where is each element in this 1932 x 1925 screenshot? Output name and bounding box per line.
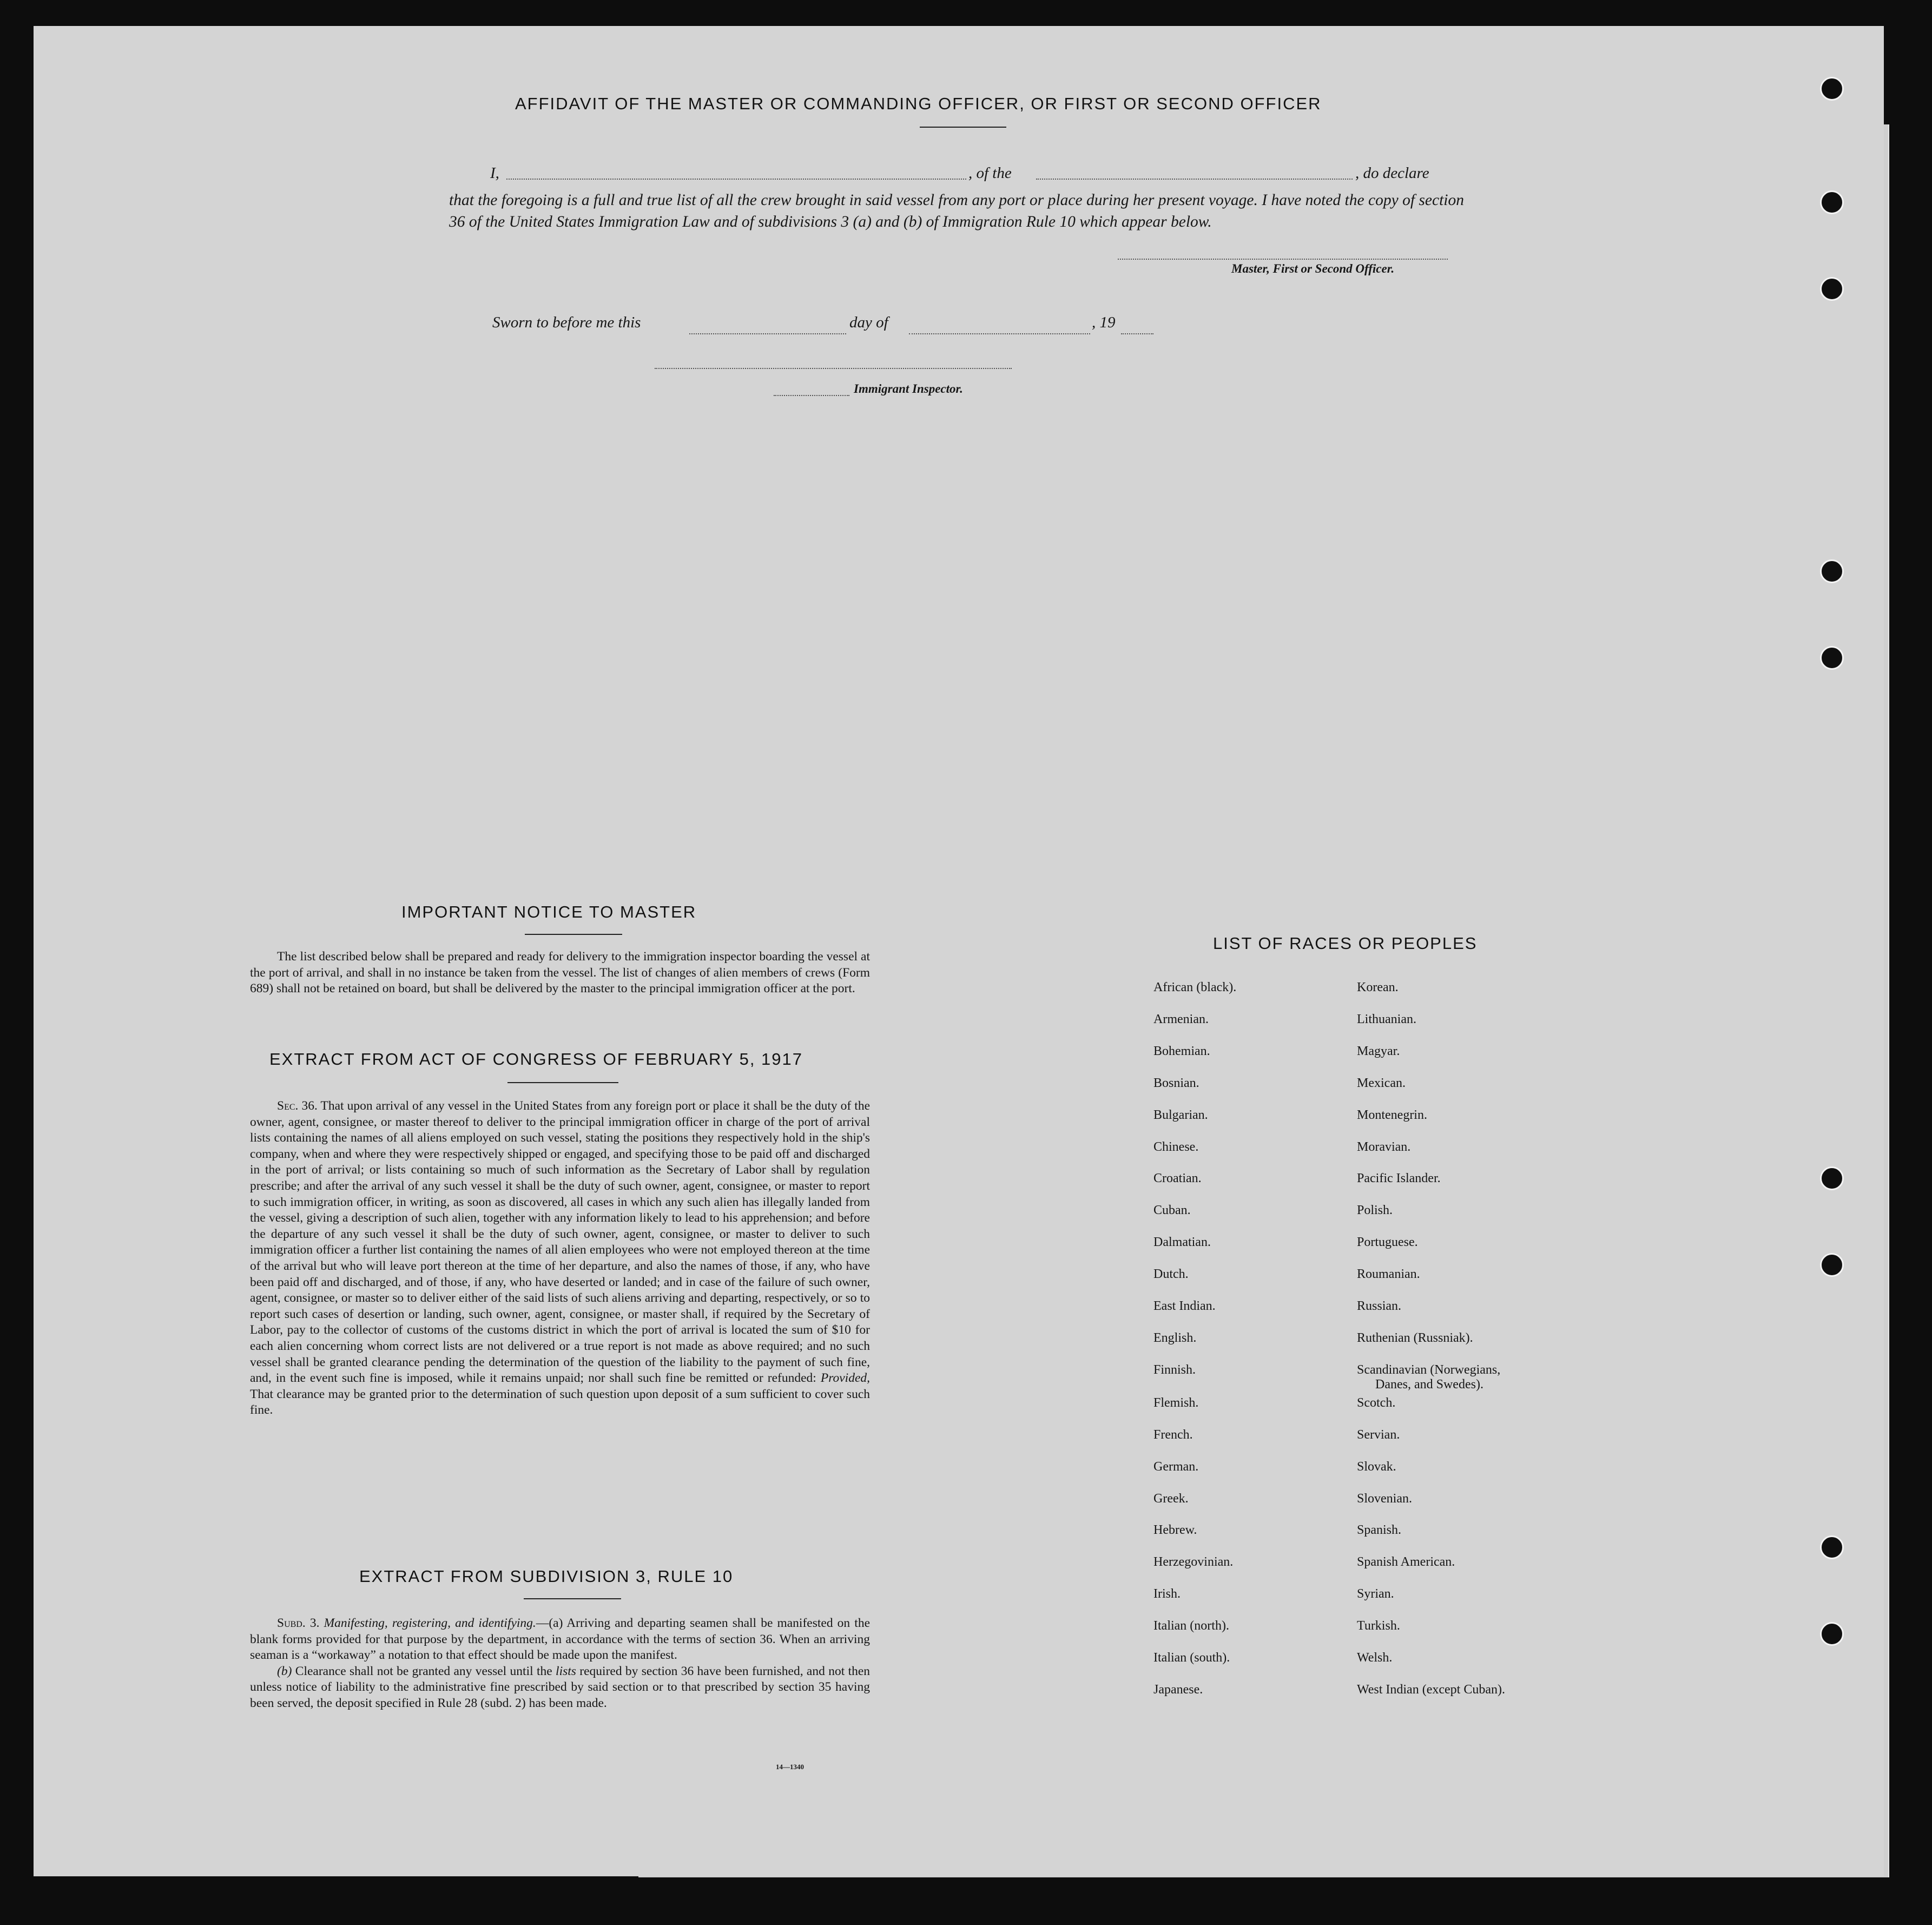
race-left: Dutch. [1153, 1267, 1189, 1282]
inspector-caption: Immigrant Inspector. [854, 382, 963, 395]
race-left: Chinese. [1153, 1139, 1199, 1154]
race-right-continuation: Danes, and Swedes). [1375, 1377, 1483, 1392]
race-left: Italian (south). [1153, 1651, 1230, 1665]
act-extract-title: EXTRACT FROM ACT OF CONGRESS OF FEBRUARY 5, 1917 [269, 1050, 803, 1069]
race-left: Japanese. [1153, 1682, 1203, 1697]
affidavit-of-the: , of the [968, 164, 1012, 182]
race-left: Irish. [1153, 1587, 1181, 1601]
form-code: 14—1340 [776, 1763, 804, 1771]
officer-signature-line [1118, 259, 1448, 260]
race-left: East Indian. [1153, 1299, 1216, 1313]
name-blank [506, 179, 966, 180]
race-left: Armenian. [1153, 1012, 1209, 1026]
punch-hole [1820, 190, 1844, 214]
rule-extract-rule [524, 1598, 621, 1599]
affidavit-do-declare: , do declare [1355, 164, 1429, 182]
affidavit-body [449, 189, 1464, 233]
race-right: Slovenian. [1357, 1491, 1412, 1506]
notice-body [250, 949, 870, 997]
punch-hole [1820, 646, 1844, 670]
vessel-blank [1036, 179, 1353, 180]
rule-extract-title: EXTRACT FROM SUBDIVISION 3, RULE 10 [359, 1567, 734, 1586]
para-b-text-2: required by section 36 have been furnished, and not then unless notice of liability to the administrative fine prescribed by said section or to that prescribed by section 35 having been served, the deposit specified in Rule 28 (subd. 2) has been made. [250, 1664, 871, 1710]
sec-label: Sec. 36. [277, 1099, 318, 1113]
race-right: Slovak. [1357, 1459, 1396, 1474]
act-extract-body [250, 1098, 870, 1419]
subd-label: Subd. 3. [277, 1616, 320, 1630]
race-left: French. [1153, 1427, 1193, 1442]
inspector-signature-line [655, 368, 1012, 369]
race-right: Welsh. [1357, 1651, 1393, 1665]
race-left: Dalmatian. [1153, 1235, 1211, 1250]
punch-hole [1820, 1253, 1844, 1277]
subd-heading: Manifesting, registering, and identifying. [324, 1616, 536, 1630]
notice-body-text: The list described below shall be prepared and ready for delivery to the immigration inspector boarding the vessel at the port of arrival, and shall in no instance be taken from the vessel. The list of changes of alien members of crews (Form 689) shall not be retained on board, but shall be delivered by the master to the principal immigration officer at the port. [250, 950, 870, 996]
race-right: Roumanian. [1357, 1267, 1420, 1282]
act-extract-rule [507, 1082, 618, 1083]
sworn-day-blank [689, 333, 846, 334]
race-right: Pacific Islander. [1357, 1171, 1441, 1186]
provided-text: That clearance may be granted prior to the determination of such question upon deposit of a sum sufficient to cover such fine. [250, 1387, 870, 1418]
inspector-signature-line-2 [774, 395, 849, 396]
punch-hole [1820, 1622, 1844, 1646]
race-left: Italian (north). [1153, 1619, 1229, 1633]
race-left: German. [1153, 1459, 1199, 1474]
race-right: Ruthenian (Russniak). [1357, 1330, 1473, 1345]
punch-hole [1820, 77, 1844, 101]
race-left: Bosnian. [1153, 1076, 1199, 1090]
signature-caption: Master, First or Second Officer. [1231, 262, 1395, 275]
races-list [1153, 980, 1586, 1716]
race-right: Montenegrin. [1357, 1107, 1427, 1122]
provided-label: Provided, [820, 1371, 871, 1386]
punch-hole [1820, 559, 1844, 583]
race-left: Bohemian. [1153, 1044, 1210, 1058]
race-right: Spanish. [1357, 1523, 1402, 1538]
race-right: Portuguese. [1357, 1235, 1418, 1250]
affidavit-body-text: that the foregoing is a full and true list of all the crew brought in said vessel from any port or place during her present voyage. I have noted the copy of section 36 of the United States Immigration Law and of subdivisions 3 (a) and (b) of Immigration Rule 10 which appear below. [449, 192, 1464, 230]
race-left: Bulgarian. [1153, 1107, 1208, 1122]
rule-extract-body [250, 1616, 870, 1712]
sworn-prefix: Sworn to before me this [492, 314, 641, 331]
race-right: Polish. [1357, 1203, 1393, 1218]
para-b-lists: lists [556, 1664, 576, 1678]
race-right: Korean. [1357, 980, 1399, 994]
punch-hole [1820, 1166, 1844, 1190]
race-right: Mexican. [1357, 1076, 1406, 1090]
notice-title: IMPORTANT NOTICE TO MASTER [401, 902, 697, 921]
affidavit-line-i: I, [490, 164, 499, 182]
sec-36-text: That upon arrival of any vessel in the United States from any foreign port or place it shall be the duty of the owner, agent, consignee, or master thereof to deliver to the principal immigration officer in charge of the port of arrival lists containing the names of all aliens employed on such vessel, stating the positions they respectively hold in the ship's company, when and where they were respectively shipped or engaged, and specifying those to be paid off and discharged in the port of arrival; or lists containing so much of such information as the Secretary of Labor shall by regulation prescribe; and after the arrival of any such vessel it shall be the duty of such owner, agent, consignee, or master to report to such immigration officer, in writing, as soon as discovered, all cases in which any such alien has illegally landed from the vessel, giving a description of such alien, together with any information likely to lead to his apprehension; and before the departure of any such vessel it shall be the duty of such owner, agent, consignee, or master to deliver to such immigration officer a further list containing the names of all alien employees who were not employed thereon at the time of the arrival but who will leave port thereon at the time of her departure, and also the names of those, if any, who have been paid off and discharged, and of those, if any, who have deserted or landed; and in case of the failure of such owner, agent, consignee, or master so to deliver either of the said lists of such aliens arriving and departing, respectively, or so to report such cases of desertion or landing, such owner, agent, consignee, or master shall, if required by the Secretary of Labor, pay to the collector of customs of the customs district in which the port of arrival is located the sum of $10 for each alien concerning whom correct lists are not delivered or a true report is not made as above required; and no such vessel shall be granted clearance pending the determination of the question of the liability to the payment of such fine, and, in the event such fine is imposed, while it remains unpaid; nor shall such fine be remitted or refunded: [250, 1099, 871, 1386]
race-right: Syrian. [1357, 1587, 1394, 1601]
race-right: Lithuanian. [1357, 1012, 1416, 1026]
race-left: Greek. [1153, 1491, 1189, 1506]
affidavit-title: AFFIDAVIT OF THE MASTER OR COMMANDING OFFICER, OR FIRST OR SECOND OFFICER [515, 94, 1322, 113]
race-right: Turkish. [1357, 1619, 1400, 1633]
race-right: Scandinavian (Norwegians, [1357, 1362, 1501, 1377]
race-right: Spanish American. [1357, 1555, 1455, 1570]
race-right: Servian. [1357, 1427, 1400, 1442]
affidavit-title-rule [920, 127, 1006, 128]
notice-title-rule [525, 934, 622, 935]
race-left: African (black). [1153, 980, 1237, 994]
punch-hole [1820, 1535, 1844, 1559]
para-b-label: (b) [277, 1664, 292, 1678]
race-left: Herzegovinian. [1153, 1555, 1234, 1570]
race-right: Russian. [1357, 1299, 1402, 1313]
race-right: Moravian. [1357, 1139, 1411, 1154]
punch-hole [1820, 277, 1844, 301]
sworn-year-blank [1121, 333, 1153, 334]
sworn-year: , 19 [1092, 314, 1116, 331]
para-b-text-1: Clearance shall not be granted any vessel until the [295, 1664, 552, 1678]
sworn-month-blank [909, 333, 1090, 334]
race-right: Magyar. [1357, 1044, 1400, 1058]
race-left: Cuban. [1153, 1203, 1191, 1218]
race-right: West Indian (except Cuban). [1357, 1682, 1505, 1697]
race-left: Croatian. [1153, 1171, 1202, 1186]
races-title: LIST OF RACES OR PEOPLES [1213, 934, 1478, 953]
race-left: Hebrew. [1153, 1523, 1197, 1538]
race-right: Scotch. [1357, 1395, 1396, 1410]
race-left: English. [1153, 1330, 1197, 1345]
race-left: Finnish. [1153, 1362, 1196, 1377]
sworn-day-of: day of [849, 314, 888, 331]
race-left: Flemish. [1153, 1395, 1199, 1410]
subd-para-a: —(a) Arriving and departing seamen shall be manifested on the blank forms provided for that purpose by the department, in accordance with the terms of section 36. When an arriving seaman is a “workaway” a notation to that effect should be made upon the manifest. [250, 1616, 870, 1663]
